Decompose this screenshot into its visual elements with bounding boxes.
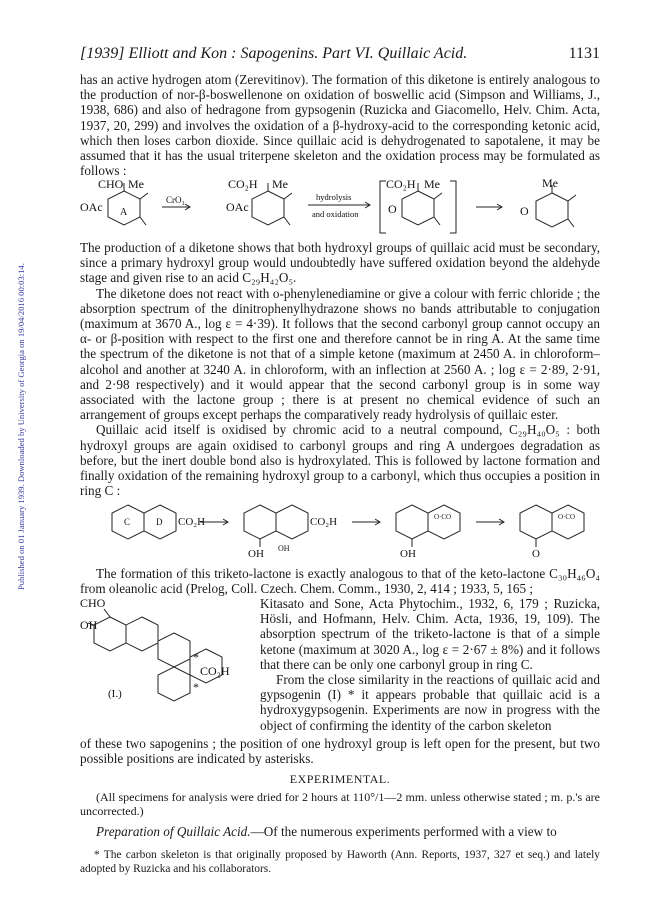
- structure1-label-1: CHO: [80, 597, 106, 610]
- paragraph-5-bottom: [80, 736, 600, 766]
- section-title: EXPERIMENTAL.: [289, 772, 391, 786]
- header-title: [1939] Elliott and Kon : Sapogenins. Part VI. Quillaic Acid.: [80, 45, 468, 62]
- scheme1-label-7: Me: [272, 177, 288, 191]
- scheme1-label-6: CO₂H: [228, 177, 258, 191]
- paragraph-5b-text: Kitasato and Sone, Acta Phytochim., 1932, 6, 179 ; Ruzicka, Hösli, and Hofmann, Helv. Chim. Acta, 1936, 19, 109). The absorption spectrum of the triketo-lactone is that of a simple ketone (maximum at 3020 A., log ε = 2·67 ± 8%) and it follows that there can be only one carbonyl group in ring C.: [260, 596, 600, 672]
- scheme1-label-8: OAc: [226, 200, 249, 214]
- experimental-note: [80, 790, 600, 818]
- structure1-label-3: CO₂H: [200, 664, 230, 678]
- paragraph-3-text: The diketone does not react with o-phenylenediamine or give a colour with ferric chloride ; the absorption spectrum of the dinitrophenylhydrazone shows no bands attributable to conjugation (maximum at 3670 A., log ε = 4·39). It follows that the second carbonyl group cannot occupy an α- or β-position with respect to the first one and therefore cannot be in ring A. At the same time the spectrum of the diketone is not that of a simple ketone (maximum at 2450 A. in chloroform–alcohol and another at 3240 A. in chloroform, with an inflection at 2560 A. ; log ε = 2·89, 2·91, and 2·98 respectively) and it would appear that the second carbonyl group is in some way associated with the lactone group ; there is at present no chemical evidence of such an arrangement of groups except perhaps the comparatively ready hydrolysis of quillaic ester.: [80, 285, 600, 423]
- paragraph-2: [80, 240, 600, 498]
- preparation-paragraph: [80, 824, 600, 839]
- structure1-label-5: *: [193, 680, 199, 694]
- scheme2-label-8: OH: [400, 548, 416, 560]
- download-watermark-text: Published on 01 January 1939. Downloaded by University of Georgia on 19/04/2016 00:03:14.: [16, 263, 26, 590]
- preparation-title: Preparation of Quillaic Acid.: [96, 824, 251, 839]
- scheme1-label-2: Me: [128, 177, 144, 191]
- paragraph-1-text: has an active hydrogen atom (Zerevitinov). The formation of this diketone is entirely analogous to the production of nor-β-boswellenone on oxidation of boswellic acid (Simpson and Williams, J., 1938, 686) and also of hedragone from gypsogenin (Ruzicka and Giacomello, Helv. Chim. Acta, 1937, 20, 299) and involves the oxidation of a β-hydroxy-acid to the corresponding ketonic acid, which then loses carbon dioxide. Since quillaic acid is dehydrogenated to sapotalene, it may be assumed that it has the usual triterpene skeleton and the oxidation process may be formulated as follows :: [80, 72, 600, 179]
- scheme1-label-15: O: [520, 204, 529, 218]
- scheme1-label-13: O: [388, 202, 397, 216]
- scheme2-label-6: OH: [278, 544, 290, 553]
- download-watermark: [6, 150, 26, 590]
- footnote-text: * The carbon skeleton is that originally proposed by Haworth (Ann. Reports, 1937, 327 et seq.) and lately adopted by Ruzicka and his collaborators.: [80, 849, 600, 875]
- structure1-label-2: OH: [80, 618, 98, 632]
- scheme2-label-5: OH: [248, 548, 264, 560]
- scheme2-label-10: O: [532, 548, 540, 560]
- paragraph-5c-text: From the close similarity in the reactions of quillaic acid and gypsogenin (I) * it appears probable that quillaic acid is a hydroxygypsogenin. Experiments are now in progress with the object of confirming the identity of the carbon skeleton: [260, 672, 600, 733]
- structure1-label-4: *: [193, 650, 199, 664]
- paragraph-5-top: [80, 566, 600, 596]
- paragraph-5-side: [260, 596, 600, 733]
- scheme1-label-4: A: [120, 207, 128, 218]
- scheme2-label-4: CO₂H: [310, 516, 338, 528]
- scheme1-label-14: Me: [542, 176, 558, 190]
- scheme1-label-5: CrO₃: [166, 195, 185, 205]
- scheme2-label-3: CO₂H: [178, 516, 206, 528]
- gypsogenin-structure: [80, 597, 240, 705]
- footnote: [80, 848, 600, 876]
- scheme2-label-7: O·CO: [434, 513, 452, 521]
- scheme2-label-9: O·CO: [558, 513, 576, 521]
- scheme2-label-2: D: [156, 517, 163, 527]
- scheme1-label-11: CO₂H: [386, 177, 416, 191]
- experimental-note-text: (All specimens for analysis were dried for 2 hours at 110°/1—2 mm. unless otherwise stated ; m. p.'s are uncorrected.): [80, 790, 600, 818]
- structure1-label-6: (I.): [108, 688, 122, 700]
- paragraph-1: [80, 72, 600, 178]
- paragraph-2-text: The production of a diketone shows that both hydroxyl groups of quillaic acid must be secondary, since a primary hydroxyl group would undoubtedly have suffered oxidation beyond the aldehyde stage and given rise to an acid C₂₉H₄₂O₅.: [80, 240, 600, 286]
- scheme2-label-1: C: [124, 517, 131, 527]
- scheme1-label-10: and oxidation: [312, 209, 359, 219]
- preparation-text: —Of the numerous experiments performed with a view to: [250, 824, 557, 839]
- oxidation-scheme-2: [100, 495, 590, 560]
- paragraph-5d-text: of these two sapogenins ; the position of one hydroxyl group is left open for the present, but two possible positions are indicated by asterisks.: [80, 736, 600, 767]
- scheme1-label-1: CHO: [98, 177, 124, 191]
- scheme1-label-12: Me: [424, 177, 440, 191]
- paragraph-5a-text: The formation of this triketo-lactone is exactly analogous to that of the keto-lactone C₃₀H₄₆O₄ from oleanolic acid (Prelog, Coll. Czech. Chem. Comm., 1930, 2, 414 ; 1933, 5, 165 ;: [80, 566, 600, 597]
- scheme1-label-9: hydrolysis: [316, 192, 352, 202]
- scheme1-label-3: OAc: [80, 200, 103, 214]
- running-header: [80, 45, 600, 63]
- oxidation-scheme-1: [80, 175, 600, 237]
- paragraph-4-text: Quillaic acid itself is oxidised by chromic acid to a neutral compound, C₂₉H₄₀O₅ : both hydroxyl groups are again oxidised to carbonyl groups and ring A undergoes degradation as before, but the inert double bond also is hydroxylated. This is followed by lactone formation and finally oxidation of the remaining hydroxyl group to a carbonyl, which thus occupies a position in ring C :: [80, 422, 600, 499]
- page-number: 1131: [568, 45, 600, 62]
